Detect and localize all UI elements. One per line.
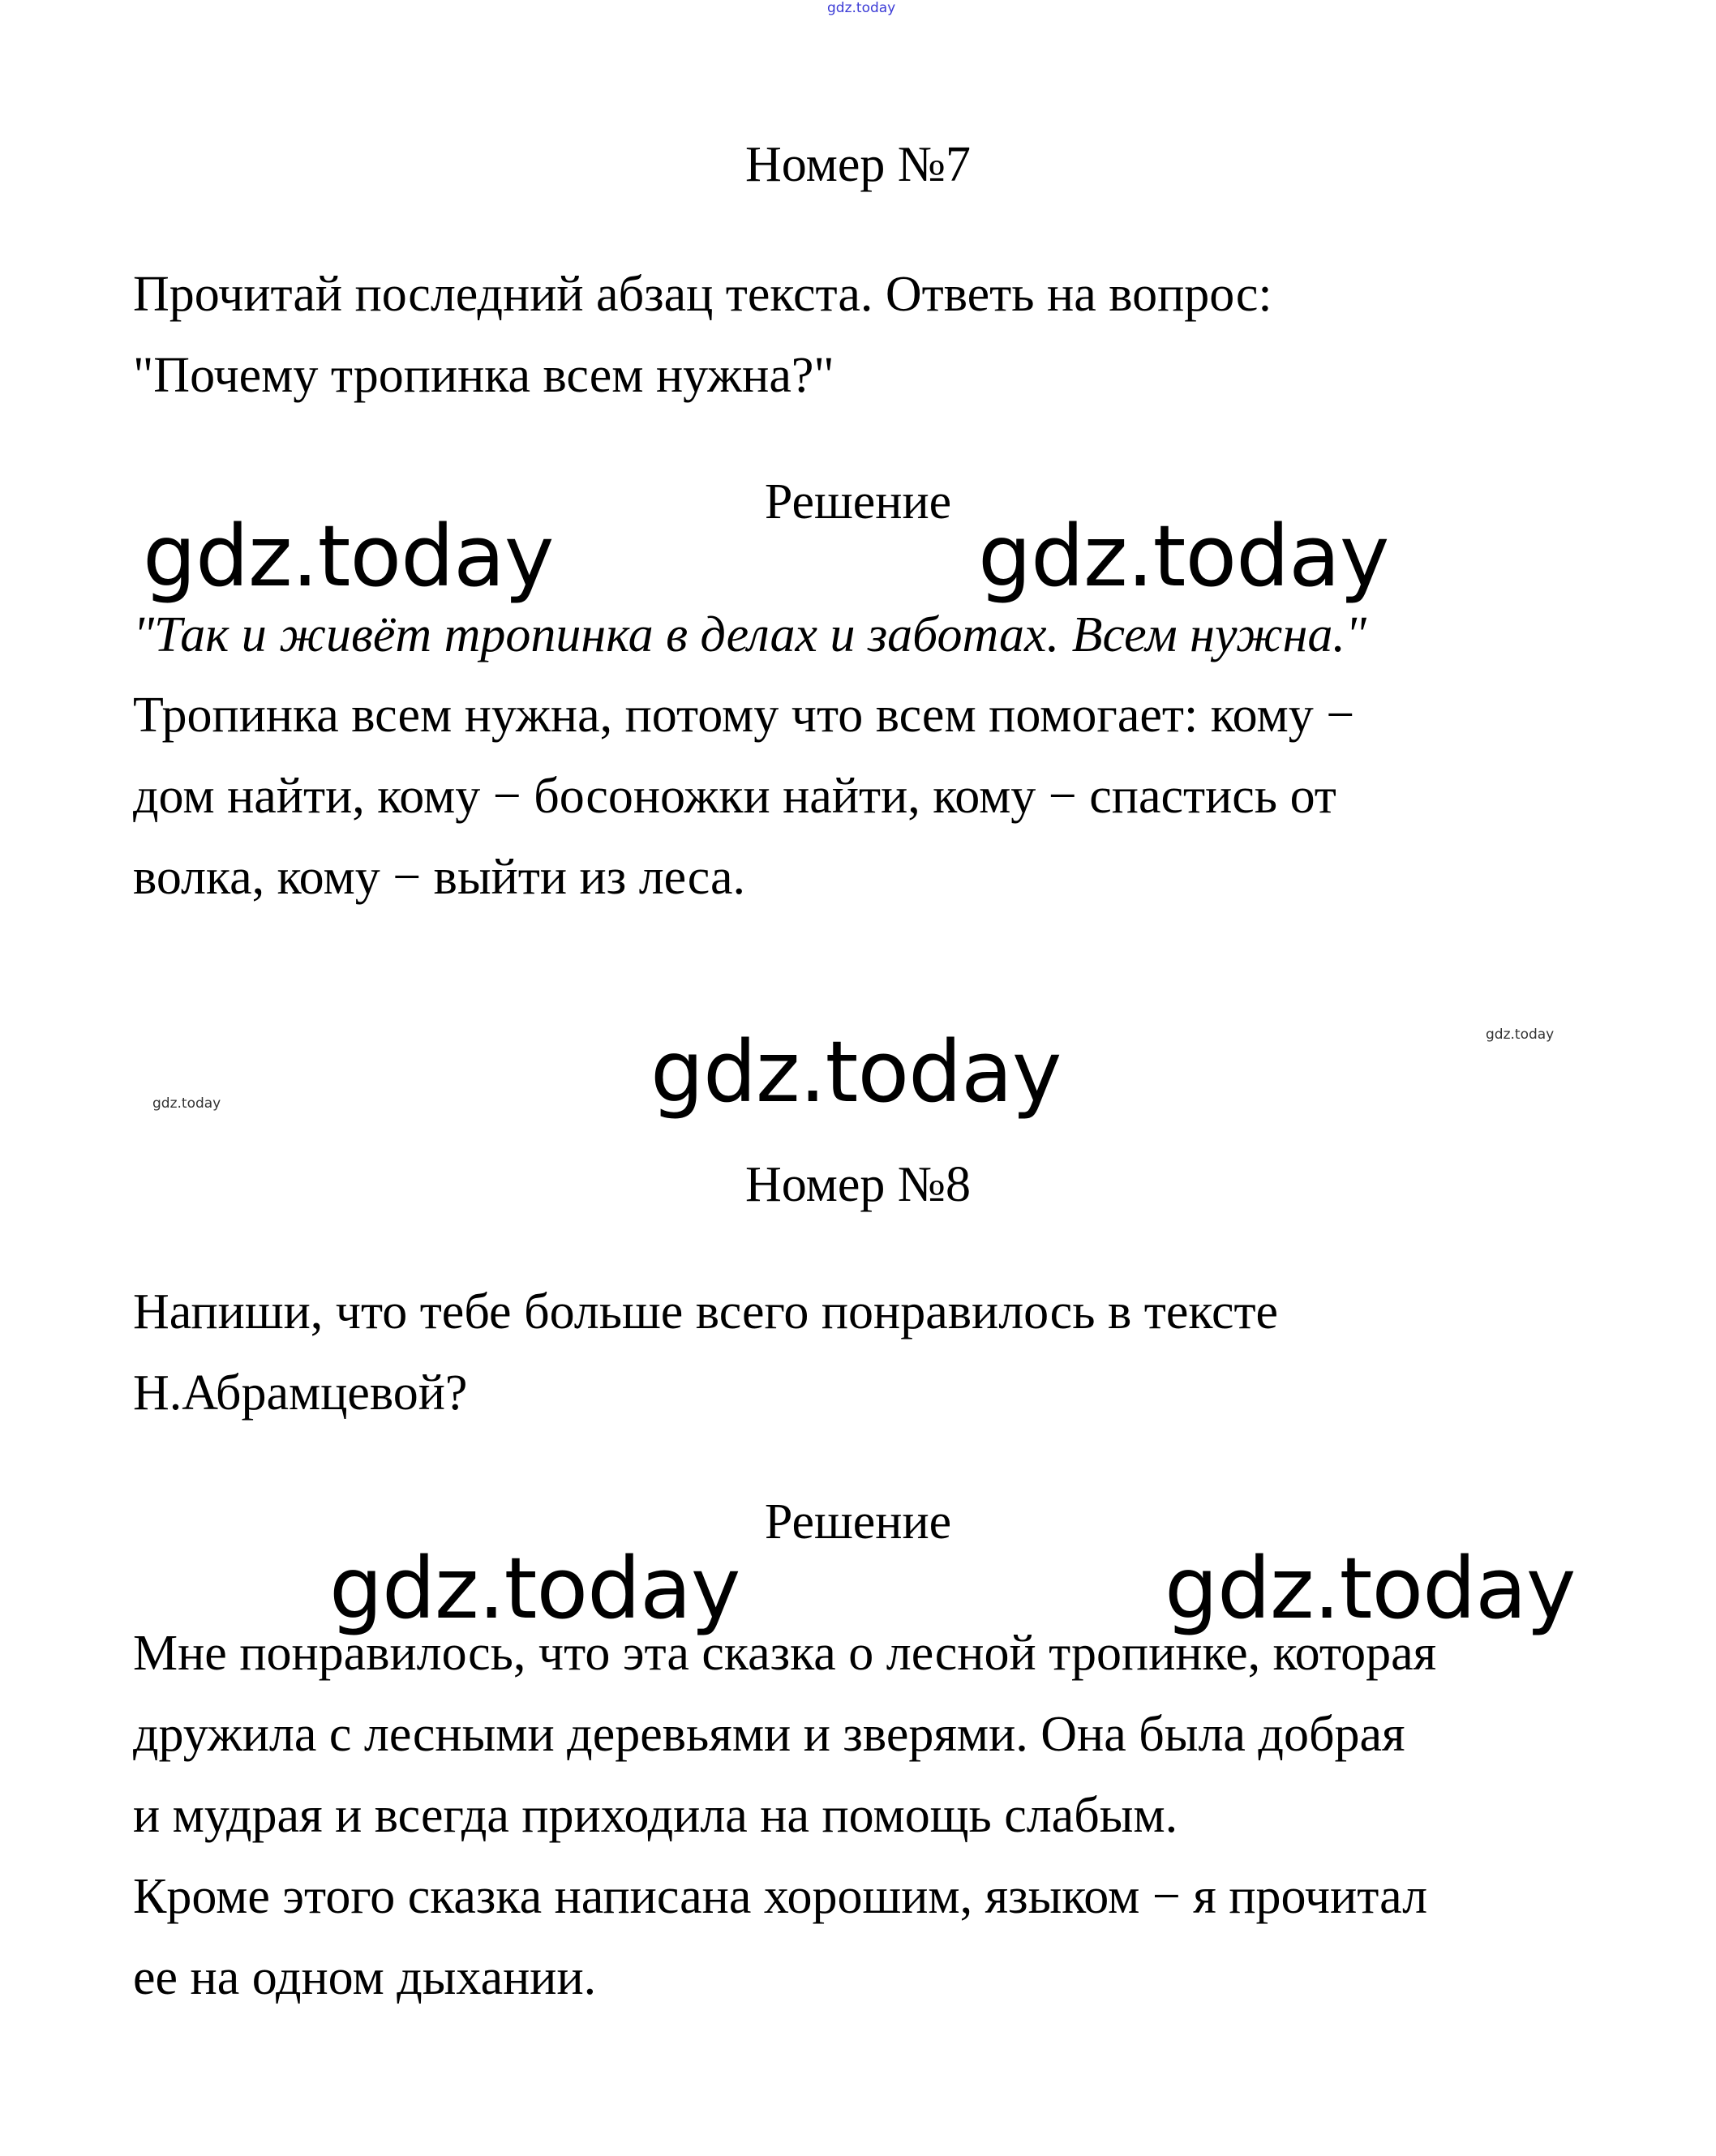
task8-answer-line-4: Кроме этого сказка написана хорошим, языком − я прочитал: [133, 1869, 1428, 1924]
task8-question-line-1: Напиши, что тебе больше всего понравилось в тексте: [133, 1284, 1279, 1339]
task7-question: [133, 254, 1593, 416]
task7-title: Номер №7: [744, 137, 971, 192]
task8-question: [133, 1271, 1593, 1434]
task8-question-line-2: Н.Абрамцевой?: [133, 1365, 468, 1421]
task8-answer: [133, 1613, 1593, 2018]
task8-answer-line-1: Мне понравилось, что эта сказка о лесной тропинке, которая: [133, 1626, 1437, 1681]
task7-question-line-2: "Почему тропинка всем нужна?": [133, 348, 834, 403]
task7-solution-label: Решение: [764, 474, 952, 529]
watermark-small-right: gdz.today: [1486, 1027, 1555, 1043]
watermark-large-4: gdz.today: [1165, 1539, 1576, 1638]
watermark-large-1: gdz.today: [143, 507, 554, 606]
task8-answer-line-5: ее на одном дыхании.: [133, 1950, 597, 2005]
watermark-large-center: gdz.today: [650, 1022, 1062, 1121]
task8-answer-line-2: дружила с лесными деревьями и зверями. Она была добрая: [133, 1707, 1405, 1762]
watermark-small-left: gdz.today: [152, 1095, 221, 1112]
task7-answer: [133, 675, 1593, 918]
watermark-large-2: gdz.today: [978, 507, 1389, 606]
watermark-top: gdz.today: [827, 0, 896, 16]
task8-solution-label: Решение: [764, 1494, 952, 1549]
task7-quote: [133, 594, 1593, 675]
task8-title: Номер №8: [744, 1157, 971, 1212]
task8-answer-line-3: и мудрая и всегда приходила на помощь слабым.: [133, 1788, 1178, 1843]
task7-quote-line: "Так и живёт тропинка в делах и заботах. Всем нужна.": [133, 607, 1366, 662]
task7-answer-line-1: Тропинка всем нужна, потому что всем помогает: кому −: [133, 688, 1355, 743]
task7-answer-line-3: волка, кому − выйти из леса.: [133, 850, 746, 905]
task7-question-line-1: Прочитай последний абзац текста. Ответь на вопрос:: [133, 267, 1272, 322]
watermark-large-3: gdz.today: [329, 1539, 740, 1638]
task7-answer-line-2: дом найти, кому − босоножки найти, кому − спастись от: [133, 769, 1336, 824]
